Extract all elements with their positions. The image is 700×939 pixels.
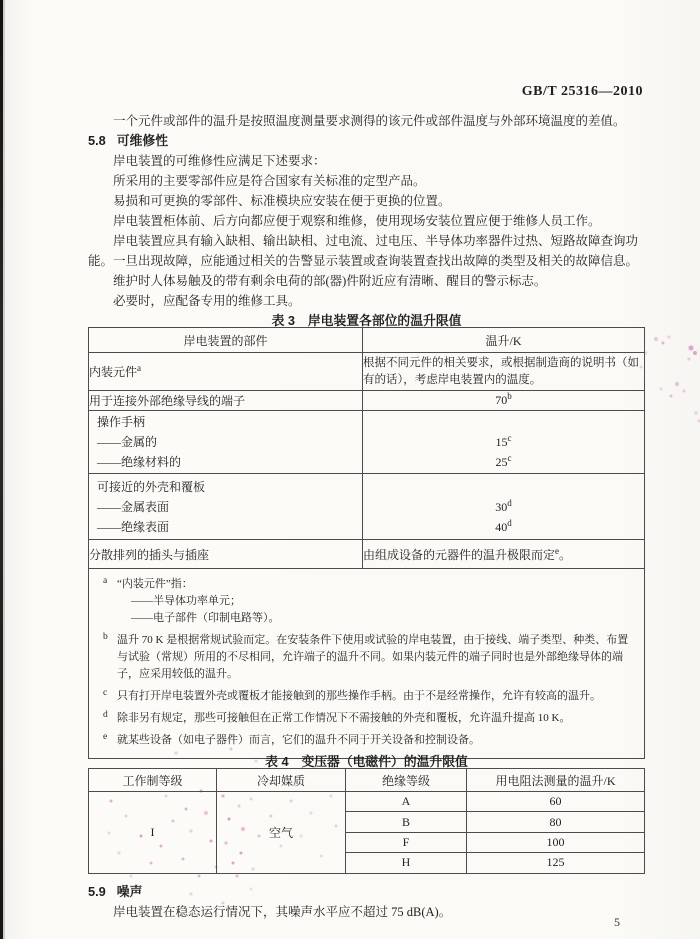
body-paragraph: 岸电装置的可维修性应满足下述要求： <box>113 154 326 168</box>
table3-temperature-rise-limits <box>88 327 645 759</box>
rise-value: 根据不同元件的相关要求，或根据制造商的说明书（如有的话），考虑岸电装置内的温度。 <box>363 353 645 391</box>
insulation-grade: F <box>346 832 467 852</box>
body-paragraph: 必要时，应配备专用的维修工具。 <box>113 294 301 308</box>
footnote-e: e 就某些设备（如电子器件）而言，它们的温升不同于开关设备和控制设备。 <box>103 732 480 746</box>
rise-value: 60 <box>467 792 645 812</box>
noise-paragraph: 岸电装置在稳态运行情况下，其噪声水平应不超过 75 dB(A)。 <box>113 905 452 919</box>
body-text-block <box>88 111 648 311</box>
page-number: 5 <box>614 915 620 929</box>
table4-header-rise: 用电阻法测量的温升/K <box>467 769 645 792</box>
section-number: 5.9 <box>88 884 106 899</box>
footnote-ref: b <box>507 391 512 401</box>
section-title: 可维修性 <box>116 133 168 148</box>
body-paragraph: 岸电装置柜体前、后方向都应便于观察和维修，使用现场安装位置应便于维修人员工作。 <box>113 214 601 228</box>
insulation-grade: H <box>346 852 467 873</box>
intro-paragraph: 一个元件或部件的温升是按照温度测量要求测得的该元件或部件温度与外部环境温度的差值。 <box>113 114 626 128</box>
rise-value: 70 <box>495 393 508 407</box>
table4-header-duty: 工作制等级 <box>89 769 217 792</box>
table-row <box>89 411 645 474</box>
footnote-c: c 只有打开岸电装置外壳或覆板才能接触到的那些操作手柄。由于不是经常操作，允许有较高的温升。 <box>103 688 601 702</box>
body-paragraph: 所采用的主要零部件应是符合国家有关标准的定型产品。 <box>113 174 426 188</box>
table4-header-insulation: 绝缘等级 <box>346 769 467 792</box>
section-title: 噪声 <box>116 884 143 899</box>
footnote-ref: e <box>555 545 560 556</box>
footnote-b: b 温升 70 K 是根据常规试验而定。在安装条件下使用或试验的岸电装置，由于接线、端子类型、种类、布置与试验（常规）所用的不尽相同，允许端子的温升不同。如果内装元件的端子同时也是外部绝缘导体的端子，应采用较低的温升。 <box>103 632 629 680</box>
table3-caption: 表 3 岸电装置各部位的温升限值 <box>271 313 462 328</box>
part-label: 用于连接外部绝缘导线的端子 <box>89 391 363 411</box>
table4-caption: 表 4 变压器（电磁件）的温升限值 <box>265 754 468 769</box>
rise-value: 100 <box>467 832 645 852</box>
table-row <box>89 474 645 540</box>
table-row <box>89 391 645 411</box>
part-label: 内装元件 <box>89 365 138 379</box>
standard-code: GB/T 25316—2010 <box>521 84 643 99</box>
rise-value: 15$^c$ 25$^c$ <box>363 411 645 474</box>
footnote-ref: a <box>137 363 142 373</box>
rise-value: 由组成设备的元器件的温升极限而定 <box>363 547 556 562</box>
table-row <box>89 792 645 812</box>
part-label: 可接近的外壳和覆板 ——金属表面 ——绝缘表面 <box>89 474 363 540</box>
section-heading-5-8 <box>88 131 648 151</box>
body-paragraph: 易损和可更换的零部件、标准模块应安装在便于更换的位置。 <box>113 194 451 208</box>
part-label: 分散排列的插头与插座 <box>89 540 363 569</box>
part-label: 操作手柄 ——金属的 ——绝缘材料的 <box>89 411 363 474</box>
scan-left-edge-shadow <box>3 0 5 939</box>
insulation-grade: B <box>346 812 467 832</box>
coolant-value: 空气 <box>217 792 346 874</box>
duty-class-value: I <box>89 792 217 874</box>
table-row <box>89 353 645 391</box>
table3-header-rise: 温升/K <box>363 328 645 353</box>
body-paragraph: 维护时人体易触及的带有剩余电荷的部(器)件附近应有清晰、醒目的警示标志。 <box>113 274 547 288</box>
table3-header-part: 岸电装置的部件 <box>89 328 363 353</box>
footnote-d: d 除非另有规定，那些可接触但在正常工作情况下不需接触的外壳和覆板，允许温升提高 10 K。 <box>103 710 571 724</box>
pink-stamp-speckles <box>0 0 2 2</box>
footnote-a: a “内装元件”指： ——半导体功率单元； ——电子部件（印制电路等）。 <box>103 576 280 624</box>
rise-value: 30$^d$ 40$^d$ <box>363 474 645 540</box>
section-number: 5.8 <box>88 133 106 148</box>
rise-value: 125 <box>467 852 645 873</box>
table-row: 分散排列的插头与插座 由组成设备的元器件的温升极限而定$^e$。 <box>89 540 645 569</box>
rise-value: 80 <box>467 812 645 832</box>
table3-footnotes <box>89 569 645 759</box>
section-heading-5-9 <box>88 881 142 900</box>
table4-header-coolant: 冷却媒质 <box>217 769 346 792</box>
insulation-grade: A <box>346 792 467 812</box>
body-paragraph: 岸电装置应具有输入缺相、输出缺相、过电流、过电压、半导体功率器件过热、短路故障查询功能。一旦出现故障，应能通过相关的告警显示装置或查询装置查找出故障的类型及相关的故障信息。 <box>88 234 639 268</box>
table4-transformer-rise-limits <box>88 768 645 874</box>
